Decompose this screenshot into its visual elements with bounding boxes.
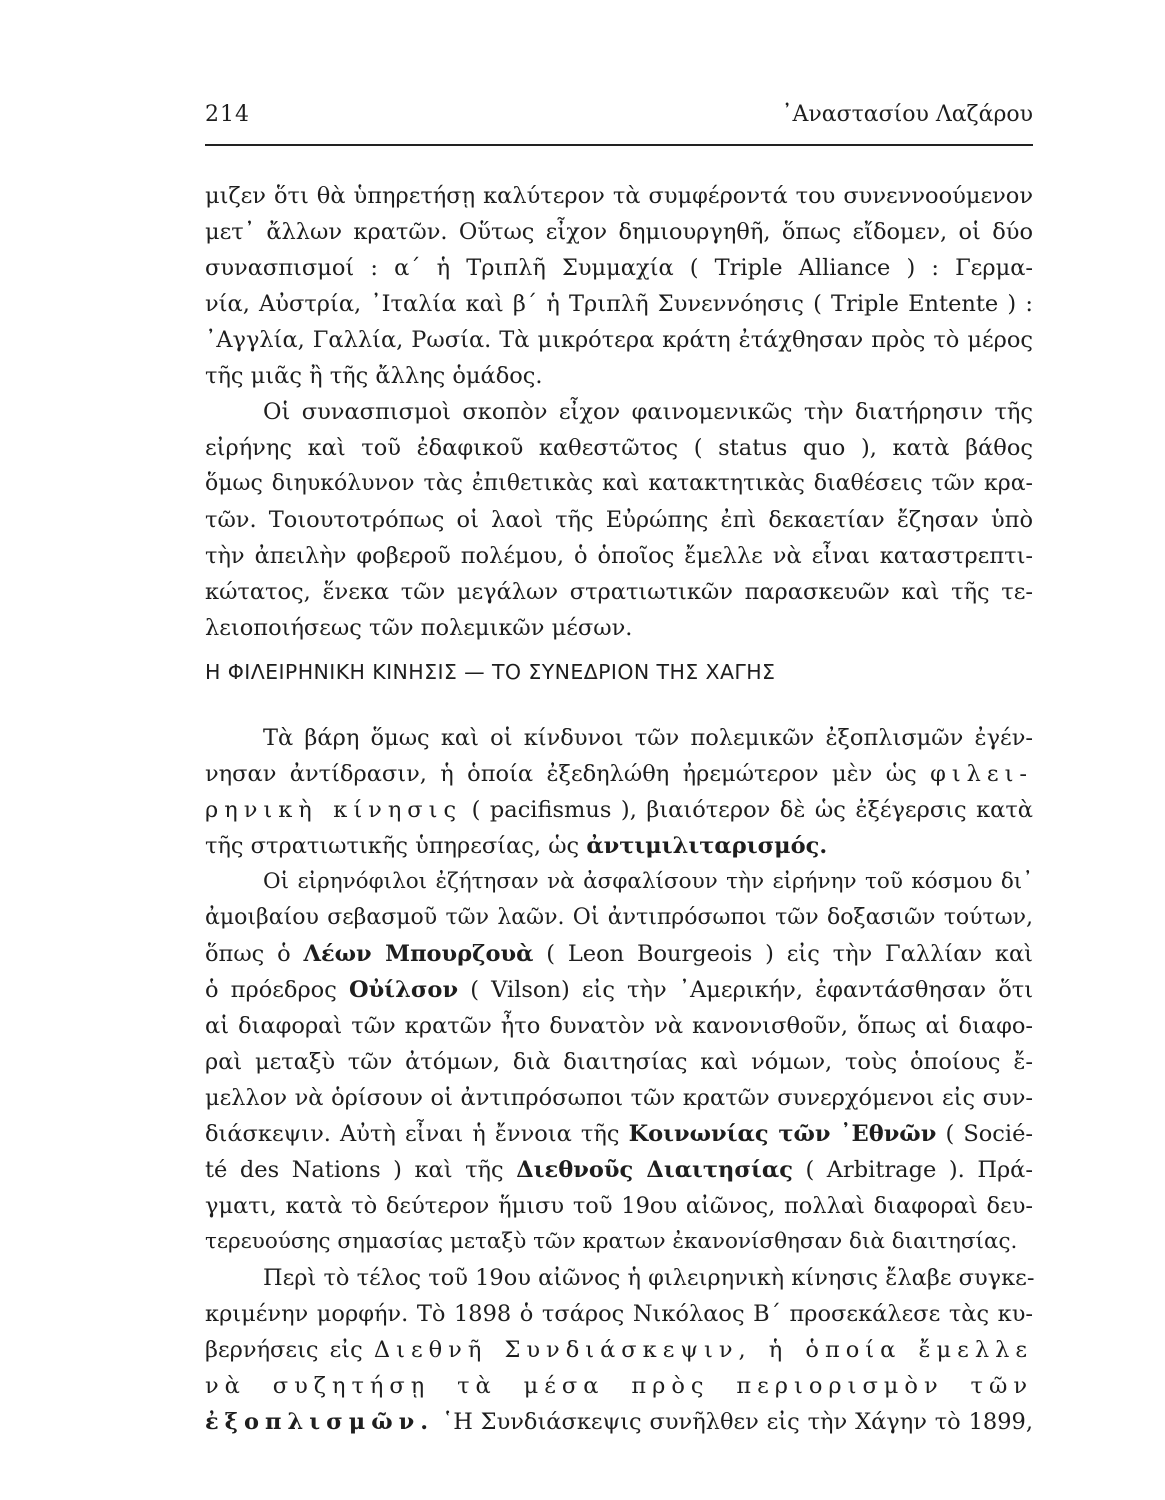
bold-name: Οὐίλσον: [348, 977, 459, 1003]
bold-term: Διεθνοῦς Διαιτησίας: [516, 1157, 793, 1183]
spaced-term: Διεθνῆ Συνδιάσκεψιν, ἡ ὁποία ἔμελλε: [373, 1337, 1033, 1363]
text-line: ὅμως διηυκόλυνον τὰς ἐπιθετικὰς καὶ κατακτητικὰς διαθέσεις τῶν κρα-: [205, 471, 1033, 496]
text-line: νία, Αὐστρία, ᾿Ιταλία καὶ β΄ ἡ Τριπλῆ Συνεννόησις ( Triple Entente ) :: [205, 291, 1033, 317]
text-line: Οἱ εἰρηνόφιλοι ἐζήτησαν νὰ ἀσφαλίσουν τὴν εἰρήνην τοῦ κόσμου δι᾿: [263, 869, 1033, 894]
bold-spaced-term: ἐξοπλισμῶν.: [205, 1409, 435, 1435]
text-line: τῆς στρατιωτικῆς ὑπηρεσίας, ὡς ἀντιμιλιταρισμός.: [205, 833, 828, 859]
text-line: ραὶ μεταξὺ τῶν ἀτόμων, διὰ διαιτησίας καὶ νόμων, τοὺς ὁποίους ἔ-: [205, 1049, 1033, 1075]
text-line: τερευούσης σημασίας μεταξὺ τῶν κρατων ἐκανονίσθησαν διὰ διαιτησίας.: [205, 1229, 1018, 1254]
spaced-term: ρηνικὴ κίνησις: [205, 797, 463, 823]
section-heading: Η ΦΙΛΕΙΡΗΝΙΚΗ ΚΙΝΗΣΙΣ — ΤΟ ΣΥΝΕΔΡΙΟΝ ΤΗΣ ΧΑΓΗΣ: [205, 660, 776, 684]
bold-term: Κοινωνίας τῶν ᾿Εθνῶν: [628, 1121, 937, 1147]
bold-name: Λέων Μπουρζουὰ: [303, 941, 534, 967]
text-line: συνασπισμοί : α΄ ἡ Τριπλῆ Συμμαχία ( Triple Alliance ) : Γερμα-: [205, 255, 1033, 281]
text-line: εἰρήνης καὶ τοῦ ἐδαφικοῦ καθεστῶτος ( status quo ), κατὰ βάθος: [205, 435, 1033, 461]
text-line: té des Nations ) καὶ τῆς Διεθνοῦς Διαιτησίας ( Arbitrage ). Πρά-: [205, 1157, 1033, 1183]
text-line: ὁ πρόεδρος Οὐίλσον ( Vilson) εἰς τὴν ᾿Αμερικήν, ἐφαντάσθησαν ὅτι: [205, 977, 1034, 1003]
text-line: ρηνικὴ κίνησις ( pacifismus ), βιαιότερον δὲ ὡς ἐξέγερσις κατὰ: [205, 797, 1034, 823]
text-line: τὴν ἀπειλὴν φοβεροῦ πολέμου, ὁ ὁποῖος ἔμελλε νὰ εἶναι καταστρεπτι-: [205, 543, 1033, 569]
running-title: ᾿Αναστασίου Λαζάρου: [781, 102, 1033, 127]
text-line: Οἱ συνασπισμοὶ σκοπὸν εἶχον φαινομενικῶς τὴν διατήρησιν τῆς: [263, 399, 1033, 425]
text-line: μελλον νὰ ὁρίσουν οἱ ἀντιπρόσωποι τῶν κρατῶν συνερχόμενοι εἰς συν-: [205, 1085, 1033, 1111]
text-line: νὰ συζητήσῃ τὰ μέσα πρὸς περιορισμὸν τῶν: [205, 1373, 1033, 1399]
text-line: κριμένην μορφήν. Τὸ 1898 ὁ τσάρος Νικόλαος Β΄ προσεκάλεσε τὰς κυ-: [205, 1301, 1033, 1327]
text-line: μιζεν ὅτι θὰ ὑπηρετήσῃ καλύτερον τὰ συμφέροντά του συνεννοούμενον: [205, 183, 1033, 209]
text-line: νησαν ἀντίδρασιν, ἡ ὁποία ἐξεδηλώθη ἠρεμώτερον μὲν ὡς φιλει-: [205, 761, 1033, 787]
section-one-text: [205, 178, 1033, 646]
text-line: γματι, κατὰ τὸ δεύτερον ἥμισυ τοῦ 19ου αἰῶνος, πολλαὶ διαφοραὶ δευ-: [205, 1193, 1033, 1219]
text-line: διάσκεψιν. Αὐτὴ εἶναι ἡ ἔννοια τῆς Κοινωνίας τῶν ᾿Εθνῶν ( Socié-: [205, 1121, 1034, 1147]
text-line: Περὶ τὸ τέλος τοῦ 19ου αἰῶνος ἡ φιλειρηνικὴ κίνησις ἔλαβε συγκε-: [263, 1265, 1035, 1291]
text-line: τῶν. Τοιουτοτρόπως οἱ λαοὶ τῆς Εὐρώπης ἐπὶ δεκαετίαν ἔζησαν ὑπὸ: [205, 507, 1033, 533]
text-line: αἱ διαφοραὶ τῶν κρατῶν ἦτο δυνατὸν νὰ κανονισθοῦν, ὅπως αἱ διαφο-: [205, 1013, 1033, 1039]
section-two-text: [205, 720, 1033, 1440]
text-line: μετ᾿ ἄλλων κρατῶν. Οὕτως εἶχον δημιουργηθῆ, ὅπως εἴδομεν, οἱ δύο: [205, 219, 1033, 245]
text-line: Τὰ βάρη ὅμως καὶ οἱ κίνδυνοι τῶν πολεμικῶν ἐξοπλισμῶν ἐγέν-: [263, 725, 1033, 751]
page-number: 214: [205, 102, 250, 127]
text-line: ἐξοπλισμῶν. ῾Η Συνδιάσκεψις συνῆλθεν εἰς τὴν Χάγην τὸ 1899,: [205, 1409, 1033, 1435]
text-line: ᾿Αγγλία, Γαλλία, Ρωσία. Τὰ μικρότερα κράτη ἐτάχθησαν πρὸς τὸ μέρος: [205, 327, 1033, 353]
text-line: βερνήσεις εἰς Διεθνῆ Συνδιάσκεψιν, ἡ ὁποία ἔμελλε: [205, 1337, 1033, 1363]
text-line: τῆς μιᾶς ἢ τῆς ἄλλης ὁμάδος.: [205, 363, 543, 389]
text-line: ὅπως ὁ Λέων Μπουρζουὰ ( Leon Bourgeois ) εἰς τὴν Γαλλίαν καὶ: [205, 941, 1033, 967]
text-line: λειοποιήσεως τῶν πολεμικῶν μέσων.: [205, 615, 633, 641]
text-line: κώτατος, ἕνεκα τῶν μεγάλων στρατιωτικῶν παρασκευῶν καὶ τῆς τε-: [205, 579, 1033, 605]
text-line: ἀμοιβαίου σεβασμοῦ τῶν λαῶν. Οἱ ἀντιπρόσωποι τῶν δοξασιῶν τούτων,: [205, 905, 1033, 930]
bold-term: ἀντιμιλιταρισμός.: [586, 833, 828, 859]
page-header: [205, 100, 1033, 146]
spaced-term: φιλει-: [930, 761, 1033, 787]
